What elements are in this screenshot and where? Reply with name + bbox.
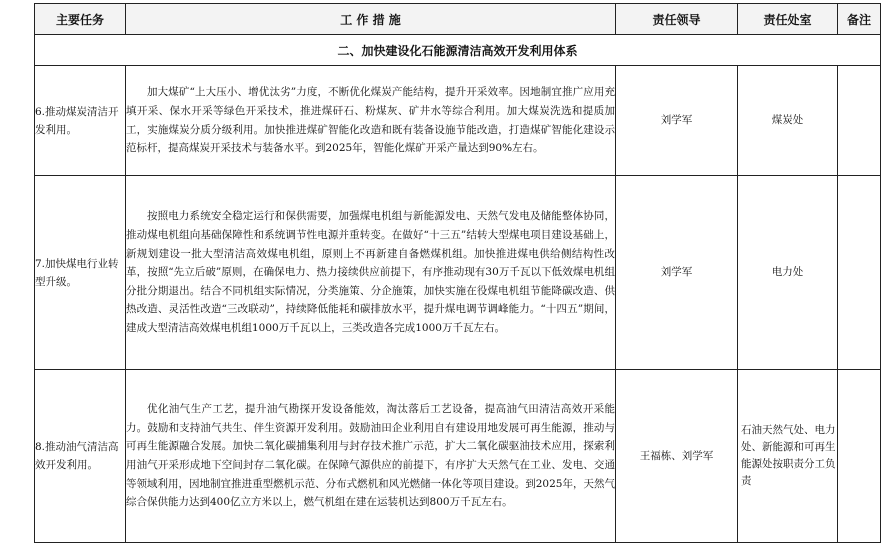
table-row (35, 176, 881, 370)
header-note: 备注 (838, 4, 881, 35)
leader-cell: 刘学军 (616, 176, 738, 370)
task-cell: 8.推动油气清洁高效开发利用。 (35, 370, 126, 543)
measures-text: 加大煤矿“上大压小、增优汰劣”力度，不断优化煤炭产能结构，提升开采效率。因地制宜推广应用充填开采、保水开采等绿色开采技术，推进煤矸石、粉煤灰、矿井水等综合利用。加大煤炭洗选和提质加工，实施煤炭分质分级利用。加快推进煤矿智能化改造和既有装备设施节能改造，打造煤矿智能化建设示范标杆，提高煤炭开采技术与装备水平。到2025年，智能化煤矿开采产量达到90%左右。 (126, 86, 615, 155)
table-header-row (35, 4, 881, 35)
office-cell: 煤炭处 (738, 66, 838, 176)
leader-cell: 刘学军 (616, 66, 738, 176)
measures-cell (126, 370, 616, 543)
office-cell: 电力处 (738, 176, 838, 370)
note-cell (838, 176, 881, 370)
header-office: 责任处室 (738, 4, 838, 35)
work-measures-table (34, 3, 881, 543)
measures-text: 按照电力系统安全稳定运行和保供需要，加强煤电机组与新能源发电、天然气发电及储能整体协同，推动煤电机组向基础保障性和系统调节性电源并重转变。在做好“十三五”结转大型煤电项目建设基础上，新规划建设一批大型清洁高效煤电机组，原则上不再新建自备燃煤机组。加快推进煤电供给侧结构性改革，按照“先立后破”原则，在确保电力、热力接续供应前提下，有序推动现有30万千瓦以下低效煤电机组分批分期退出。结合不同机组实际情况，分类施策、分企施策，加快实施在役煤电机组节能降碳改造、供热改造、灵活性改造“三改联动”，持续降低能耗和碳排放水平，提升煤电调节调峰能力。“十四五”期间，建成大型清洁高效煤电机组1000万千瓦以上，三类改造各完成1000万千瓦左右。 (126, 210, 615, 334)
header-measures: 工 作 措 施 (126, 4, 616, 35)
section-row (35, 35, 881, 66)
measures-text: 优化油气生产工艺，提升油气勘探开发设备能效，淘汰落后工艺设备，提高油气田清洁高效开采能力。鼓励和支持油气共生、伴生资源开发利用。鼓励油田企业利用自有建设用地发展可再生能源，推动与可再生能源融合发展。加快二氧化碳捕集利用与封存技术推广示范，扩大二氧化碳驱油技术应用，探索利用油气开采形成地下空间封存二氧化碳。在保障气源供应的前提下，有序扩大天然气在工业、发电、交通等领域利用，因地制宜推进重型燃机示范、分布式燃机和风光燃储一体化等项目建设。到2025年，天然气综合保供能力达到400亿立方米以上，燃气机组在建在运装机达到800万千瓦左右。 (126, 403, 615, 509)
header-task: 主要任务 (35, 4, 126, 35)
table-row (35, 66, 881, 176)
note-cell (838, 66, 881, 176)
leader-cell: 王福栋、刘学军 (616, 370, 738, 543)
measures-cell (126, 176, 616, 370)
section-title: 二、加快建设化石能源清洁高效开发利用体系 (35, 35, 881, 66)
note-cell (838, 370, 881, 543)
task-cell: 6.推动煤炭清洁开发利用。 (35, 66, 126, 176)
task-cell: 7.加快煤电行业转型升级。 (35, 176, 126, 370)
measures-cell (126, 66, 616, 176)
header-leader: 责任领导 (616, 4, 738, 35)
office-cell: 石油天然气处、电力处、新能源和可再生能源处按职责分工负责 (738, 370, 838, 543)
table-row (35, 370, 881, 543)
